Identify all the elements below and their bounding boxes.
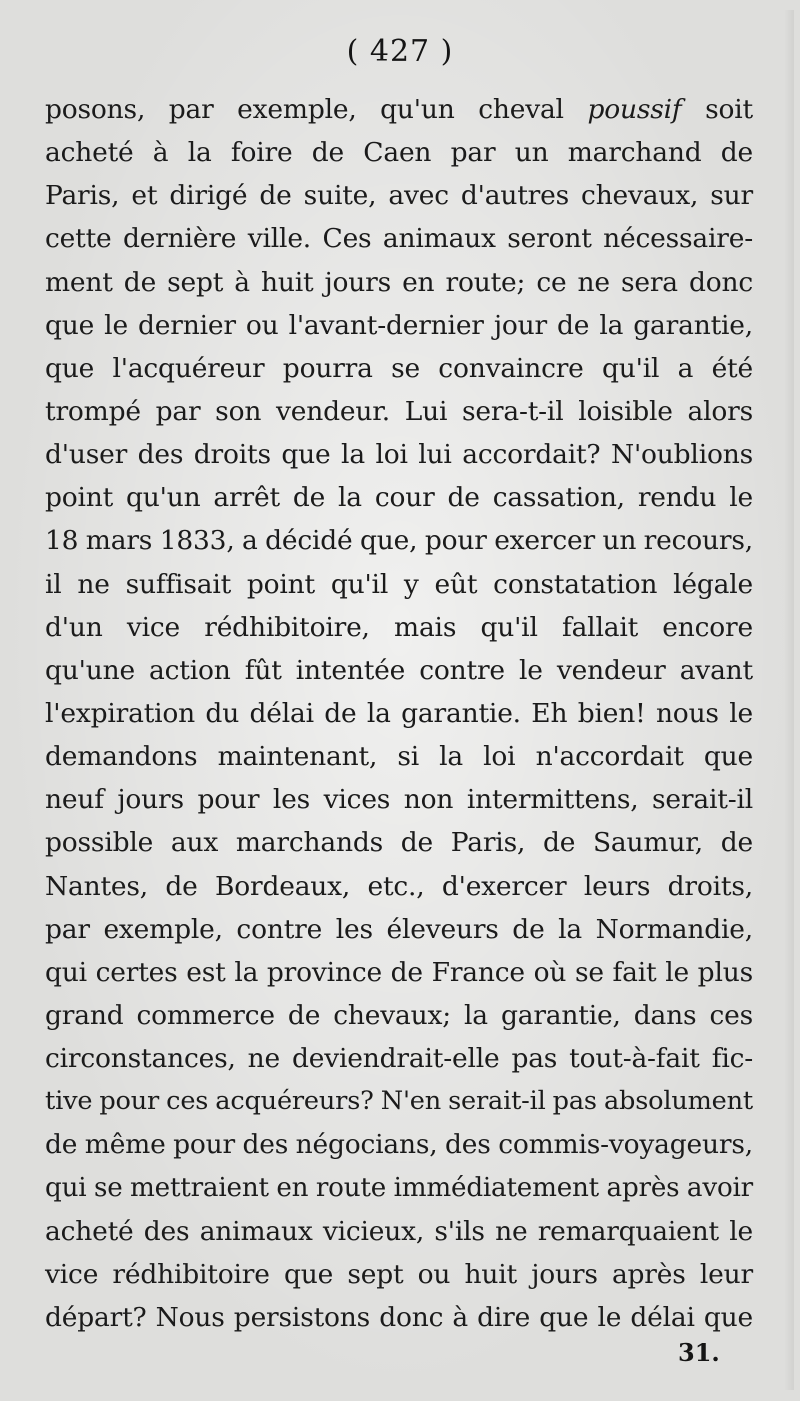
body-text [45, 88, 753, 1339]
text-run: que le dernier ou l'avant-dernier jour de la garantie, [45, 309, 753, 341]
text-run: vice rédhibitoire que sept ou huit jours après leur [45, 1258, 753, 1290]
printer-signature-mark: 31. [678, 1338, 720, 1367]
text-run: d'user des droits que la loi lui accordait? N'oublions [45, 439, 753, 471]
text-run: neuf jours pour les vices non intermittens, serait-il [45, 784, 753, 816]
text-run: il ne suffisait point qu'il y eût constatation légale [45, 568, 753, 600]
text-line [45, 174, 753, 217]
text-line [45, 951, 753, 994]
text-line [45, 131, 753, 174]
text-line [45, 1037, 753, 1080]
text-line [45, 563, 753, 606]
text-line [45, 433, 753, 476]
text-run: qui se mettraient en route immédiatement après avoir [45, 1172, 753, 1203]
text-run: de même pour des négocians, des commis-voyageurs, [45, 1129, 753, 1161]
text-line [45, 606, 753, 649]
text-line [45, 347, 753, 390]
text-run: trompé par son vendeur. Lui sera-t-il loisible alors [45, 395, 753, 427]
text-run: tive pour ces acquéreurs? N'en serait-il pas absolument [45, 1086, 753, 1117]
text-run: Nantes, de Bordeaux, etc., d'exercer leurs droits, [45, 870, 753, 902]
text-line [45, 88, 753, 131]
text-line [45, 778, 753, 821]
text-line [45, 1123, 753, 1166]
text-run: par exemple, contre les éleveurs de la Normandie, [45, 913, 753, 945]
text-run: grand commerce de chevaux; la garantie, dans ces [45, 999, 753, 1031]
text-run: demandons maintenant, si la loi n'accordait que [45, 741, 753, 773]
text-line [45, 261, 753, 304]
text-run: qui certes est la province de France où se fait le plus [45, 956, 753, 988]
text-line [45, 1253, 753, 1296]
text-line [45, 735, 753, 778]
text-run: ment de sept à huit jours en route; ce ne sera donc [45, 266, 753, 298]
text-line [45, 692, 753, 735]
text-line [45, 304, 753, 347]
text-run: point qu'un arrêt de la cour de cassation, rendu le [45, 482, 753, 514]
text-run: départ? Nous persistons donc à dire que le délai que [45, 1301, 753, 1333]
text-run: posons, par exemple, qu'un cheval [45, 94, 588, 125]
text-run: qu'une action fût intentée contre le vendeur avant [45, 654, 753, 686]
italic-term: poussif [587, 94, 682, 125]
text-line [45, 1296, 753, 1339]
text-run: d'un vice rédhibitoire, mais qu'il fallait encore [45, 611, 753, 643]
text-line [45, 821, 753, 864]
text-run: 18 mars 1833, a décidé que, pour exercer un recours, [45, 525, 753, 557]
text-run: acheté des animaux vicieux, s'ils ne remarquaient le [45, 1215, 753, 1247]
text-line [45, 1167, 753, 1210]
text-line [45, 649, 753, 692]
text-line [45, 476, 753, 519]
page-number: ( 427 ) [346, 34, 454, 69]
text-line [45, 994, 753, 1037]
text-run: cette dernière ville. Ces animaux seront nécessaire- [45, 223, 753, 255]
text-line [45, 217, 753, 260]
text-run: que l'acquéreur pourra se convaincre qu'il a été [45, 352, 753, 384]
text-line [45, 519, 753, 562]
text-line [45, 390, 753, 433]
text-line [45, 1080, 753, 1123]
page-edge-shadow [784, 10, 794, 1390]
text-run: possible aux marchands de Paris, de Saumur, de [45, 827, 753, 859]
text-run: Paris, et dirigé de suite, avec d'autres chevaux, sur [45, 180, 753, 212]
text-line [45, 908, 753, 951]
text-line [45, 865, 753, 908]
text-run: soit [681, 94, 753, 125]
text-run: l'expiration du délai de la garantie. Eh bien! nous le [45, 697, 753, 729]
text-line [45, 1210, 753, 1253]
text-run: circonstances, ne deviendrait-elle pas tout-à-fait fic- [45, 1043, 753, 1075]
text-run: acheté à la foire de Caen par un marchand de [45, 137, 753, 169]
